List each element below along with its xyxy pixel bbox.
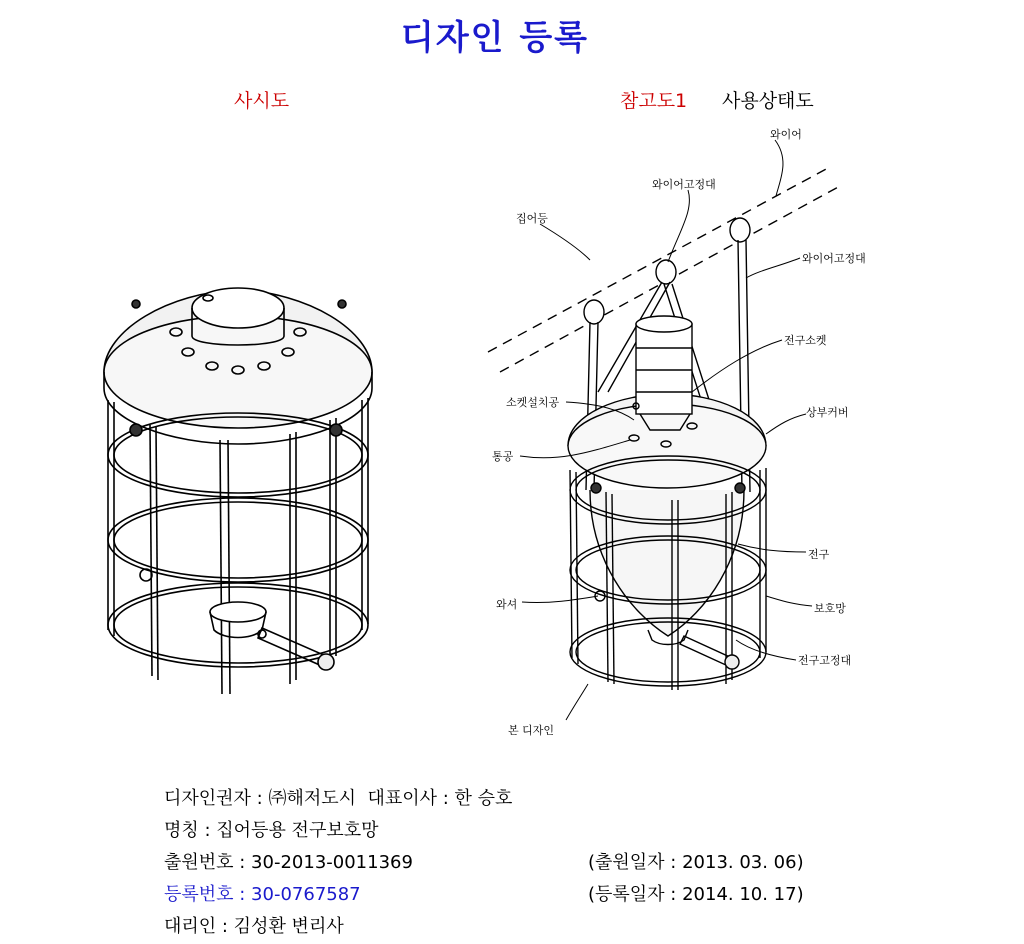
annot-washer: 와셔 (496, 598, 518, 611)
application-date: (출원일자 : 2013. 03. 06) (588, 852, 804, 873)
owner-line: 디자인권자 : ㈜해저도시 대표이사 : 한 승호 (164, 788, 513, 809)
annot-bulb-socket: 전구소켓 (784, 334, 827, 347)
annot-wire: 와이어 (770, 128, 802, 141)
reference-view-caption: 사용상태도 (722, 90, 814, 112)
annot-wire-fix-top: 와이어고정대 (652, 178, 716, 191)
annot-top-cover: 상부커버 (806, 406, 849, 419)
annot-socket-hole: 소켓설치공 (506, 396, 560, 409)
annot-fish-lamp: 집어등 (516, 212, 548, 225)
name-line: 명칭 : 집어등용 전구보호망 (164, 820, 379, 841)
registration-date: (등록일자 : 2014. 10. 17) (588, 884, 804, 905)
registration-number: 등록번호 : 30-0767587 (164, 884, 361, 905)
annot-this-design: 본 디자인 (508, 724, 555, 737)
page-title: 디자인 등록 (400, 18, 590, 58)
annot-bulb-fix: 전구고정대 (798, 654, 852, 667)
annot-bulb: 전구 (808, 548, 830, 561)
perspective-view-label: 사시도 (234, 90, 290, 112)
agent-line: 대리인 : 김성환 변리사 (164, 916, 344, 937)
application-number: 출원번호 : 30-2013-0011369 (164, 852, 413, 873)
reference-view-label: 참고도1 (620, 90, 688, 112)
annot-wire-fix-right: 와이어고정대 (802, 252, 866, 265)
annot-vent-hole: 통공 (492, 450, 514, 463)
annot-guard-net: 보호망 (814, 602, 846, 615)
